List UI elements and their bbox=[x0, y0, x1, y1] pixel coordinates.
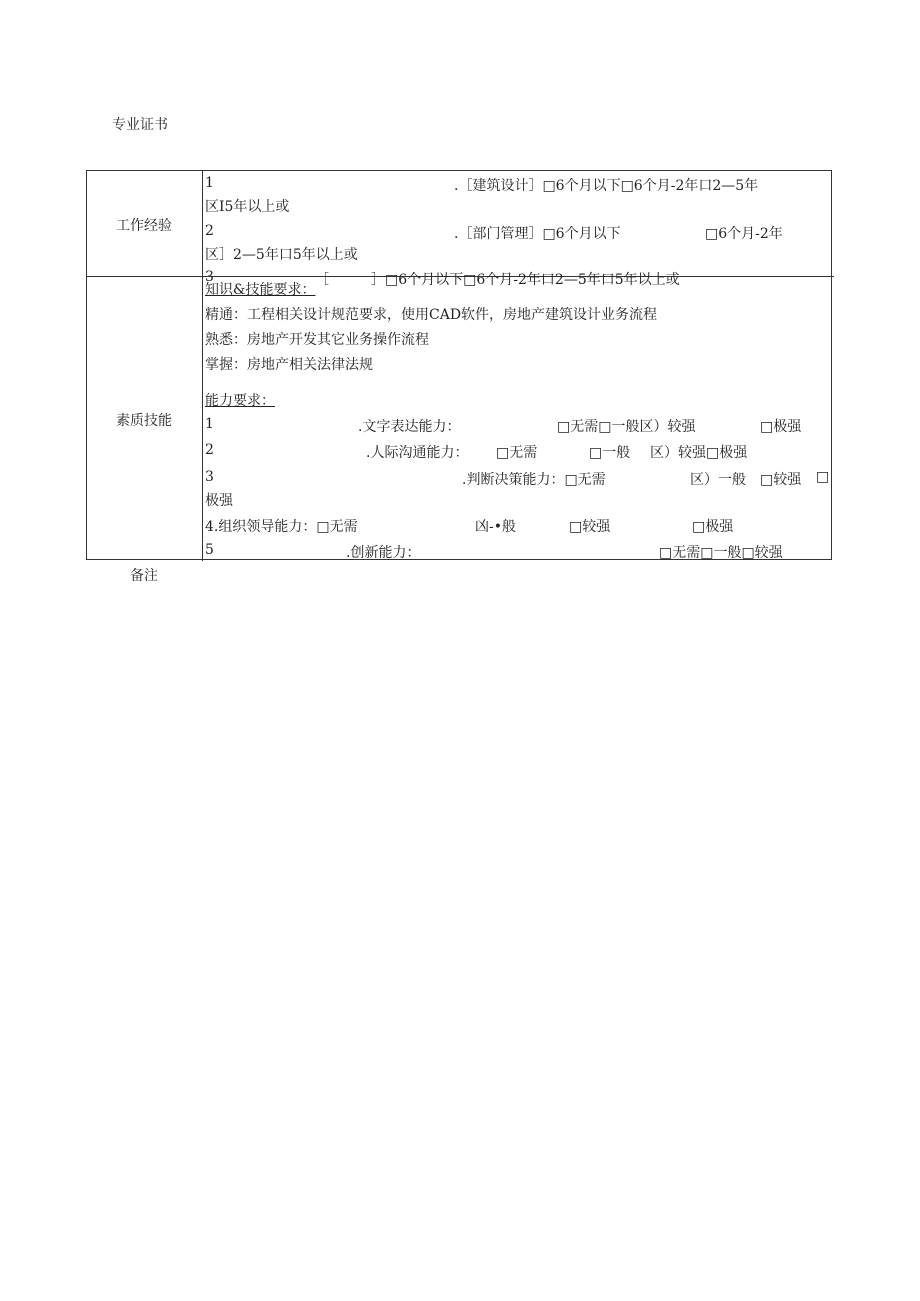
knowledge-heading: 知识&技能要求： bbox=[205, 282, 316, 298]
exp-item-1-continuation: 区I5年以上或 bbox=[205, 199, 290, 215]
knowledge-item: 精通：工程相关设计规范要求，使用CAD软件，房地产建筑设计业务流程 bbox=[205, 307, 658, 323]
ability-5-number: 5 bbox=[205, 542, 214, 558]
ability-3-checkbox: □ bbox=[816, 469, 830, 485]
exp-item-2-continuation: 区］2—5年口5年以上或 bbox=[205, 247, 358, 263]
ability-4-name: 4.组织领导能力：□无需 bbox=[205, 519, 358, 535]
ability-3-wrap: 极强 bbox=[205, 493, 233, 509]
ability-3-name: .判断决策能力：□无需 bbox=[462, 472, 606, 488]
remarks-label: 备注 bbox=[130, 568, 158, 584]
work-experience-cell bbox=[203, 171, 833, 288]
ability-4-option-normal: 凶-•般 bbox=[475, 519, 516, 535]
exp-item-1-number: 1 bbox=[205, 175, 214, 191]
ability-3-option-normal: 区）一般 bbox=[690, 472, 746, 488]
exp-item-1-text: .［建筑设计］□6个月以下□6个月-2年口2—5年 bbox=[454, 178, 759, 194]
quality-skills-label: 素质技能 bbox=[116, 413, 172, 429]
ability-2-name: .人际沟通能力： bbox=[366, 445, 469, 461]
work-experience-label: 工作经验 bbox=[116, 218, 172, 234]
exp-item-3-text: ［ ］□6个月以下□6个月-2年口2—5年口5年以上或 bbox=[315, 272, 680, 288]
ability-1-option-strong: □极强 bbox=[760, 419, 802, 435]
exp-item-2-option: □6个月-2年 bbox=[705, 226, 783, 242]
ability-3-number: 3 bbox=[205, 469, 214, 485]
section-heading: 专业证书 bbox=[112, 117, 168, 133]
exp-item-2-number: 2 bbox=[205, 223, 214, 239]
knowledge-item: 掌握：房地产相关法律法规 bbox=[205, 357, 373, 373]
ability-5-name: .创新能力： bbox=[346, 545, 421, 561]
ability-2-option-none: □无需 bbox=[496, 445, 538, 461]
exp-item-3-number: 3 bbox=[205, 269, 214, 285]
knowledge-item: 熟悉：房地产开发其它业务操作流程 bbox=[205, 332, 429, 348]
ability-4-option-very-strong: □极强 bbox=[692, 519, 734, 535]
ability-2-option-normal: □一般 bbox=[589, 445, 631, 461]
ability-3-option-strong: □较强 bbox=[760, 472, 802, 488]
ability-1-name: .文字表达能力： bbox=[358, 419, 461, 435]
exp-item-2-text: .［部门管理］□6个月以下 bbox=[454, 226, 621, 242]
ability-2-option-strong: 区）较强□极强 bbox=[650, 445, 748, 461]
ability-1-options: □无需□一般区）较强 bbox=[557, 419, 696, 435]
ability-5-options: □无需□一般□较强 bbox=[659, 545, 783, 561]
ability-4-option-strong: □较强 bbox=[569, 519, 611, 535]
ability-1-number: 1 bbox=[205, 416, 214, 432]
ability-heading: 能力要求： bbox=[205, 393, 275, 409]
ability-2-number: 2 bbox=[205, 442, 214, 458]
